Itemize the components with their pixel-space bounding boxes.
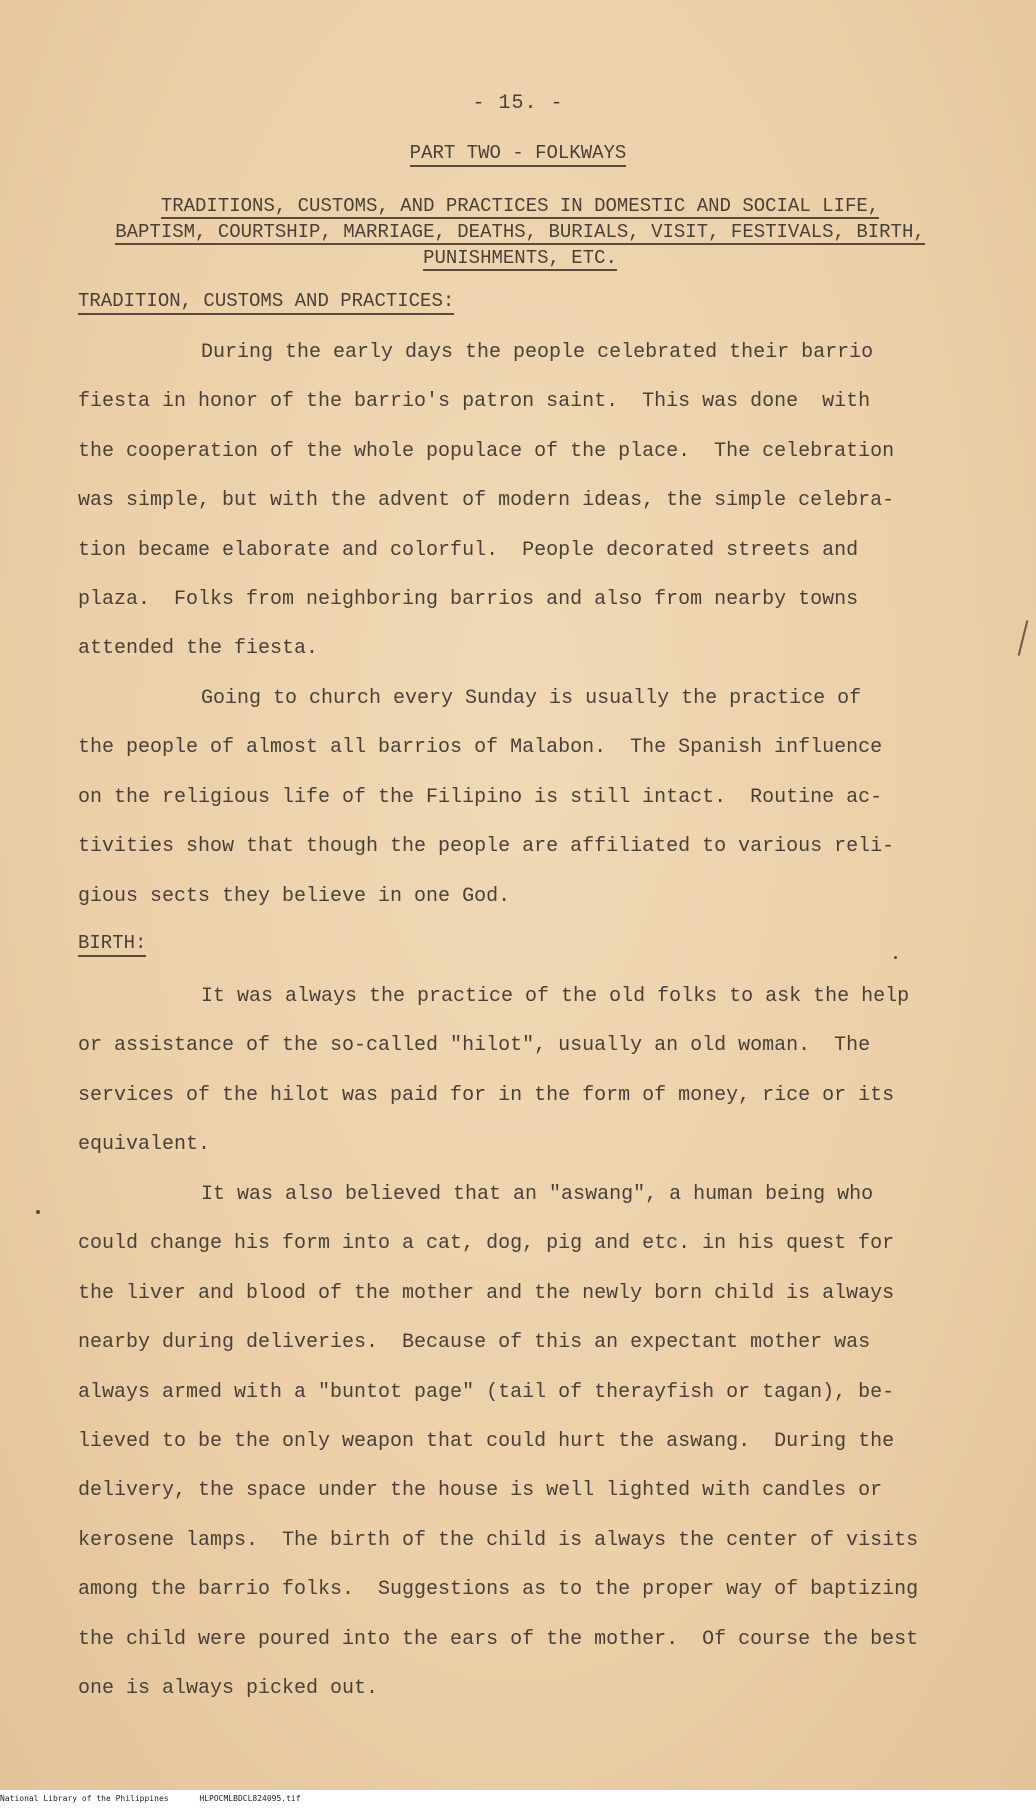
paragraph-aswang: It was also believed that an "aswang", a human being who could change his form into a cat, dog, pig and etc. in his quest for the liver and blood of the mother and the newly born child is always nearby during deliveries. Because of this an expectant mother was always armed with a "buntot page" (tail of therayfish or tagan), be- lieved to be the only weapon that could hurt the aswang. During the delivery, the space under the house is well lighted with candles or kerosene lamps. The birth of the child is always the center of visits among the barrio folks. Suggestions as to the proper way of baptizing the child were poured into the ears of the mother. Of course the best one is always picked out. [78,1183,919,1701]
footer-filename: HLPOCMLBDCL824095.tif [199,1794,301,1803]
paragraph-hilot: It was always the practice of the old folks to ask the help or assistance of the so-called "hilot", usually an old woman. The services of the hilot was paid for in the form of money, rice or its equivalent. [78,985,910,1157]
scan-footer [0,1790,1036,1808]
paper-speck [894,956,897,959]
paper-speck [36,1210,40,1214]
part-title [0,142,1036,164]
heading-birth [78,932,146,954]
paragraph-fiesta: During the early days the people celebrated their barrio fiesta in honor of the barrio's patron saint. This was done with the cooperation of the whole populace of the place. The celebration was simple, but with the advent of modern ideas, the simple celebra- tion became elaborate and colorful. People decorated streets and plaza. Folks from neighboring barrios and also from nearby towns attended the fiesta. [78,341,895,661]
subtitle-line-3: PUNISHMENTS, ETC. [423,247,617,269]
part-title-text: PART TWO - FOLKWAYS [410,142,627,167]
subtitle-line-2: BAPTISM, COURTSHIP, MARRIAGE, DEATHS, BURIALS, VISIT, FESTIVALS, BIRTH, [115,221,925,243]
heading-birth-text: BIRTH: [78,932,146,957]
paragraph-church: Going to church every Sunday is usually the practice of the people of almost all barrios of Malabon. The Spanish influence on the religious life of the Filipino is still intact. Routine ac- tivities show that though the people are affiliated to various reli- gious sects they believe in one God. [78,687,895,908]
heading-tradition [78,290,454,312]
heading-tradition-text: TRADITION, CUSTOMS AND PRACTICES: [78,290,454,315]
section-subtitle [70,193,970,271]
page-number: - 15. - [472,92,564,115]
margin-pencil-mark [1018,620,1029,655]
subtitle-line-1: TRADITIONS, CUSTOMS, AND PRACTICES IN DOMESTIC AND SOCIAL LIFE, [160,195,880,217]
footer-source: National Library of the Philippines [0,1794,169,1803]
